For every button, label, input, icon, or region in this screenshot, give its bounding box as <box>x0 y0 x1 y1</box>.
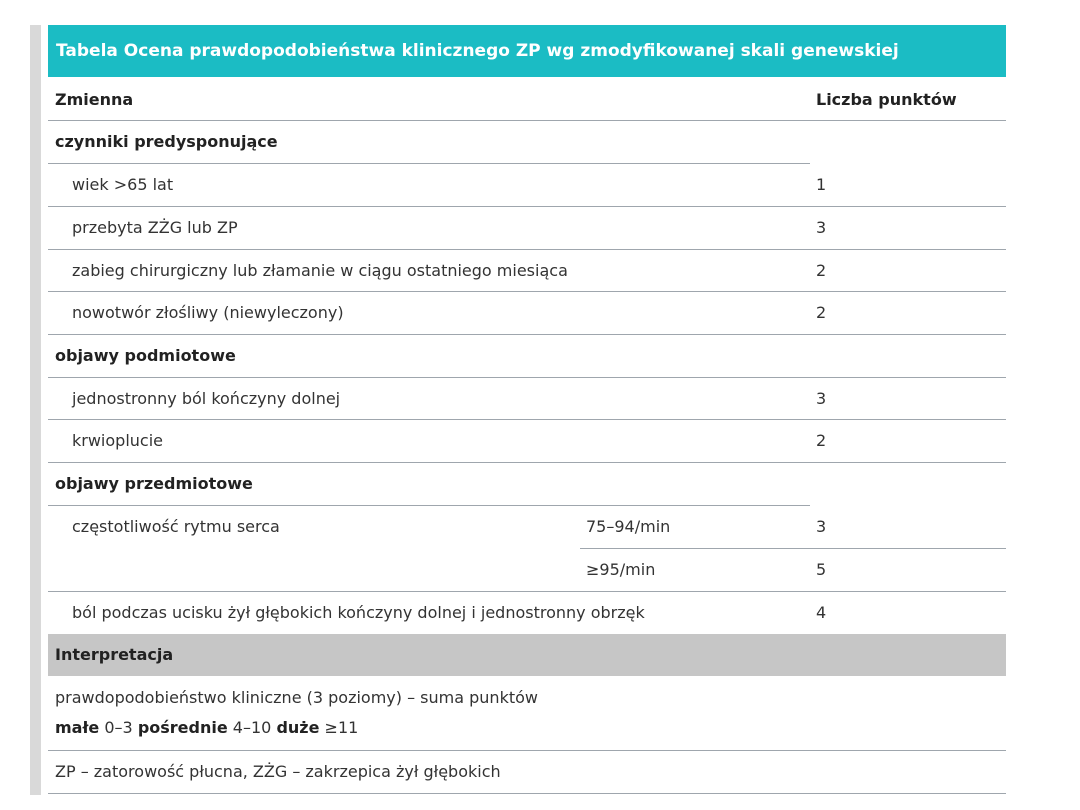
left-accent-bar <box>30 25 41 795</box>
row-divider <box>48 462 1006 463</box>
row-divider <box>48 334 1006 335</box>
row-divider <box>48 291 1006 292</box>
footnote: ZP – zatorowość płucna, ZŻG – zakrzepica żył głębokich <box>55 762 501 781</box>
row-label: nowotwór złośliwy (niewyleczony) <box>72 303 344 322</box>
row-divider <box>48 591 1006 592</box>
row-points: 4 <box>816 603 827 622</box>
level-name: pośrednie <box>137 718 228 737</box>
row-label: jednostronny ból kończyny dolnej <box>72 389 341 408</box>
header-divider <box>48 120 1006 121</box>
row-points: 2 <box>816 431 827 450</box>
row-divider <box>580 548 1006 549</box>
table-title: Tabela Ocena prawdopodobieństwa klinicznego ZP wg zmodyfikowanej skali genewskiej <box>48 25 1006 77</box>
level-name: duże <box>276 718 320 737</box>
heart-rate-label: częstotliwość rytmu serca <box>72 517 280 536</box>
interpretation-levels <box>55 718 358 738</box>
level-range: 0–3 <box>104 718 133 737</box>
row-points: 1 <box>816 175 827 194</box>
row-divider <box>48 750 1006 751</box>
row-label: zabieg chirurgiczny lub złamanie w ciągu ostatniego miesiąca <box>72 261 568 280</box>
level-range: 4–10 <box>232 718 272 737</box>
section-divider <box>48 163 810 164</box>
heart-rate-range: 75–94/min <box>586 517 671 536</box>
row-points: 2 <box>816 261 827 280</box>
heart-rate-range: ≥95/min <box>586 560 656 579</box>
section-signs: objawy przedmiotowe <box>55 474 253 493</box>
level-name: małe <box>55 718 100 737</box>
row-label: krwioplucie <box>72 431 163 450</box>
row-divider <box>48 206 1006 207</box>
level-range: ≥11 <box>324 718 359 737</box>
row-points: 2 <box>816 303 827 322</box>
row-label: przebyta ZŻG lub ZP <box>72 218 238 237</box>
table-bottom-rule <box>48 793 1006 794</box>
row-label: wiek >65 lat <box>72 175 174 194</box>
row-divider <box>48 249 1006 250</box>
row-points: 5 <box>816 560 827 579</box>
interpretation-header <box>48 634 1006 676</box>
row-points: 3 <box>816 389 827 408</box>
section-predisposing: czynniki predysponujące <box>55 132 278 151</box>
row-label: ból podczas ucisku żył głębokich kończyny dolnej i jednostronny obrzęk <box>72 603 645 622</box>
row-divider <box>48 419 1006 420</box>
interpretation-heading: Interpretacja <box>55 645 174 664</box>
section-symptoms: objawy podmiotowe <box>55 346 236 365</box>
section-divider <box>48 505 810 506</box>
column-header-variable: Zmienna <box>55 90 134 109</box>
column-header-points: Liczba punktów <box>816 90 957 109</box>
row-points: 3 <box>816 517 827 536</box>
row-points: 3 <box>816 218 827 237</box>
section-divider <box>48 377 1006 378</box>
interpretation-text: prawdopodobieństwo kliniczne (3 poziomy) – suma punktów <box>55 688 538 707</box>
